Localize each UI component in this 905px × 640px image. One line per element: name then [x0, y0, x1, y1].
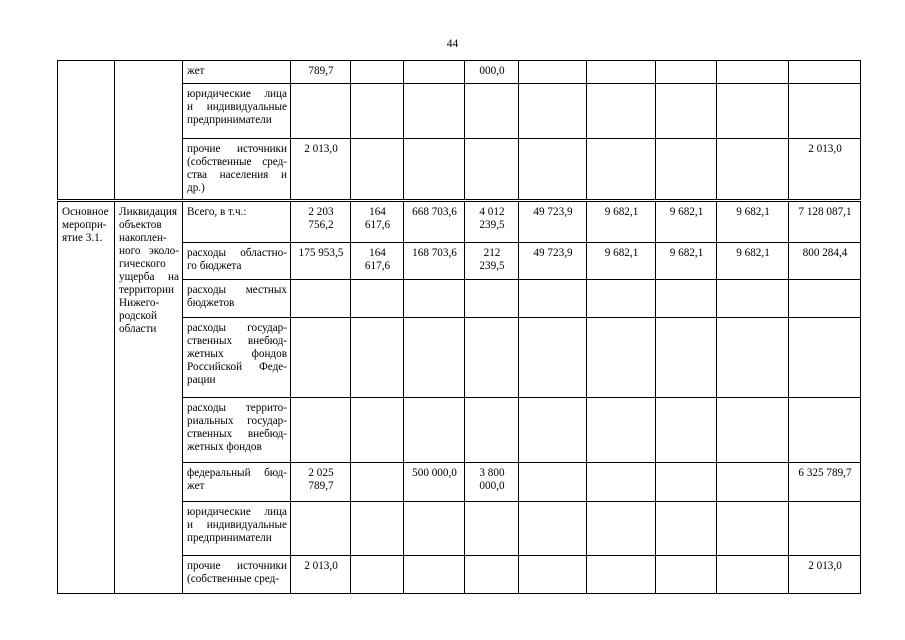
text-line: ственных внебюд-	[187, 428, 287, 440]
amount-cell: 2 025 789,7	[291, 463, 351, 502]
text-line: расходы областно-	[187, 247, 287, 259]
amount-cell: 2 013,0	[789, 556, 861, 594]
amount-cell	[465, 84, 519, 139]
table-row	[58, 61, 861, 84]
amount-cell: 212 239,5	[465, 243, 519, 280]
amount-cell	[789, 61, 861, 84]
text-line: (собственные сред-	[187, 156, 287, 168]
amount-cell	[717, 502, 789, 556]
amount-cell	[519, 463, 587, 502]
event-cell	[58, 61, 115, 201]
text-line: ного эколо-	[119, 245, 179, 257]
amount-cell: 2 203 756,2	[291, 201, 351, 243]
amount-cell	[519, 280, 587, 318]
amount-cell	[587, 556, 656, 594]
text-line: Основное	[62, 206, 109, 218]
amount-cell	[465, 139, 519, 201]
amount-cell	[717, 398, 789, 463]
amount-cell	[587, 398, 656, 463]
amount-cell	[465, 502, 519, 556]
text-line: жет	[187, 65, 205, 77]
amount-cell	[717, 556, 789, 594]
amount-cell	[519, 84, 587, 139]
amount-cell	[656, 61, 717, 84]
amount-cell	[519, 61, 587, 84]
amount-cell	[717, 61, 789, 84]
amount-cell	[717, 463, 789, 502]
text-line: прочие источники	[187, 143, 287, 155]
amount-cell: 9 682,1	[656, 243, 717, 280]
funding-source-cell	[183, 139, 291, 201]
amount-cell: 9 682,1	[717, 201, 789, 243]
page-number: 44	[446, 38, 459, 50]
text-line: расходы местных	[187, 284, 287, 296]
amount-cell	[789, 502, 861, 556]
amount-cell	[465, 280, 519, 318]
text-line: юридические лица	[187, 506, 287, 518]
amount-cell	[465, 556, 519, 594]
event-name-cell	[115, 61, 183, 201]
amount-cell: 2 013,0	[291, 556, 351, 594]
amount-cell	[519, 398, 587, 463]
amount-cell	[351, 556, 404, 594]
text-line: Российской Феде-	[187, 361, 287, 373]
amount-cell: 164 617,6	[351, 201, 404, 243]
amount-cell: 500 000,0	[404, 463, 465, 502]
amount-cell	[717, 139, 789, 201]
text-line: накоплен-	[119, 232, 167, 244]
text-line: Всего, в т.ч.:	[187, 206, 247, 218]
funding-source-cell	[183, 556, 291, 594]
amount-cell	[404, 139, 465, 201]
text-line: расходы террито-	[187, 402, 287, 414]
amount-cell	[404, 61, 465, 84]
text-line: объектов	[119, 219, 162, 231]
amount-cell	[351, 61, 404, 84]
funding-source-cell	[183, 463, 291, 502]
text-line: гического	[119, 258, 166, 270]
amount-cell	[351, 398, 404, 463]
amount-cell	[656, 556, 717, 594]
funding-source-cell	[183, 243, 291, 280]
amount-cell	[351, 84, 404, 139]
text-line: ства населения и	[187, 169, 287, 181]
text-line: жетных фондов	[187, 348, 287, 360]
amount-cell	[291, 280, 351, 318]
funding-source-cell	[183, 61, 291, 84]
amount-cell: 9 682,1	[717, 243, 789, 280]
amount-cell: 789,7	[291, 61, 351, 84]
amount-cell	[291, 398, 351, 463]
amount-cell: 175 953,5	[291, 243, 351, 280]
budget-table	[57, 60, 861, 594]
amount-cell	[587, 463, 656, 502]
text-line: Ликвидация	[119, 206, 178, 218]
amount-cell	[656, 139, 717, 201]
text-line: расходы государ-	[187, 322, 287, 334]
amount-cell	[656, 398, 717, 463]
text-line: ственных внебюд-	[187, 335, 287, 347]
funding-source-cell	[183, 280, 291, 318]
text-line: родской	[119, 310, 157, 322]
funding-source-cell	[183, 502, 291, 556]
text-line: федеральный бюд-	[187, 467, 287, 479]
amount-cell: 668 703,6	[404, 201, 465, 243]
funding-source-cell	[183, 84, 291, 139]
amount-cell	[717, 280, 789, 318]
amount-cell	[717, 84, 789, 139]
amount-cell	[519, 139, 587, 201]
amount-cell	[587, 61, 656, 84]
text-line: др.)	[187, 182, 205, 194]
amount-cell	[291, 84, 351, 139]
amount-cell	[351, 318, 404, 398]
funding-source-cell	[183, 318, 291, 398]
amount-cell	[519, 556, 587, 594]
amount-cell	[587, 84, 656, 139]
amount-cell	[717, 318, 789, 398]
amount-cell	[587, 318, 656, 398]
amount-cell: 9 682,1	[587, 201, 656, 243]
table-body	[58, 61, 861, 594]
text-line: и индивидуальные	[187, 519, 287, 531]
text-line: юридические лица	[187, 88, 287, 100]
amount-cell	[656, 502, 717, 556]
amount-cell: 168 703,6	[404, 243, 465, 280]
amount-cell	[404, 318, 465, 398]
amount-cell	[351, 502, 404, 556]
amount-cell	[587, 139, 656, 201]
amount-cell: 49 723,9	[519, 243, 587, 280]
text-line: ятие 3.1.	[62, 232, 103, 244]
amount-cell: 2 013,0	[789, 139, 861, 201]
amount-cell	[291, 502, 351, 556]
text-line: рации	[187, 374, 216, 386]
amount-cell	[587, 280, 656, 318]
text-line: Нижего-	[119, 297, 160, 309]
amount-cell: 6 325 789,7	[789, 463, 861, 502]
amount-cell	[789, 318, 861, 398]
amount-cell	[404, 398, 465, 463]
text-line: ущерба на	[119, 271, 179, 283]
amount-cell: 800 284,4	[789, 243, 861, 280]
text-line: жетных фондов	[187, 441, 262, 453]
amount-cell	[404, 502, 465, 556]
table-row	[58, 201, 861, 243]
amount-cell	[519, 502, 587, 556]
text-line: риальных государ-	[187, 415, 287, 427]
text-line: бюджетов	[187, 297, 235, 309]
amount-cell: 4 012 239,5	[465, 201, 519, 243]
text-line: области	[119, 323, 157, 335]
text-line: предприниматели	[187, 532, 272, 544]
amount-cell: 9 682,1	[587, 243, 656, 280]
amount-cell: 2 013,0	[291, 139, 351, 201]
text-line: (собственные сред-	[187, 573, 280, 585]
text-line: прочие источники	[187, 560, 287, 572]
amount-cell	[656, 280, 717, 318]
event-cell	[58, 201, 115, 594]
amount-cell	[404, 84, 465, 139]
amount-cell	[789, 280, 861, 318]
text-line: жет	[187, 480, 205, 492]
amount-cell	[351, 280, 404, 318]
funding-source-cell	[183, 398, 291, 463]
amount-cell	[656, 463, 717, 502]
text-line: и индивидуальные	[187, 101, 287, 113]
amount-cell: 164 617,6	[351, 243, 404, 280]
amount-cell: 9 682,1	[656, 201, 717, 243]
amount-cell	[351, 139, 404, 201]
amount-cell	[656, 84, 717, 139]
amount-cell	[351, 463, 404, 502]
funding-source-cell	[183, 201, 291, 243]
text-line: го бюджета	[187, 260, 242, 272]
amount-cell	[291, 318, 351, 398]
text-line: предприниматели	[187, 114, 272, 126]
amount-cell	[587, 502, 656, 556]
amount-cell: 7 128 087,1	[789, 201, 861, 243]
text-line: территории	[119, 284, 174, 296]
amount-cell	[465, 398, 519, 463]
text-line: меропри-	[62, 219, 107, 231]
amount-cell	[656, 318, 717, 398]
amount-cell: 49 723,9	[519, 201, 587, 243]
amount-cell	[789, 84, 861, 139]
amount-cell	[404, 556, 465, 594]
amount-cell: 3 800 000,0	[465, 463, 519, 502]
amount-cell: 000,0	[465, 61, 519, 84]
amount-cell	[465, 318, 519, 398]
amount-cell	[519, 318, 587, 398]
amount-cell	[404, 280, 465, 318]
amount-cell	[789, 398, 861, 463]
event-name-cell	[115, 201, 183, 594]
